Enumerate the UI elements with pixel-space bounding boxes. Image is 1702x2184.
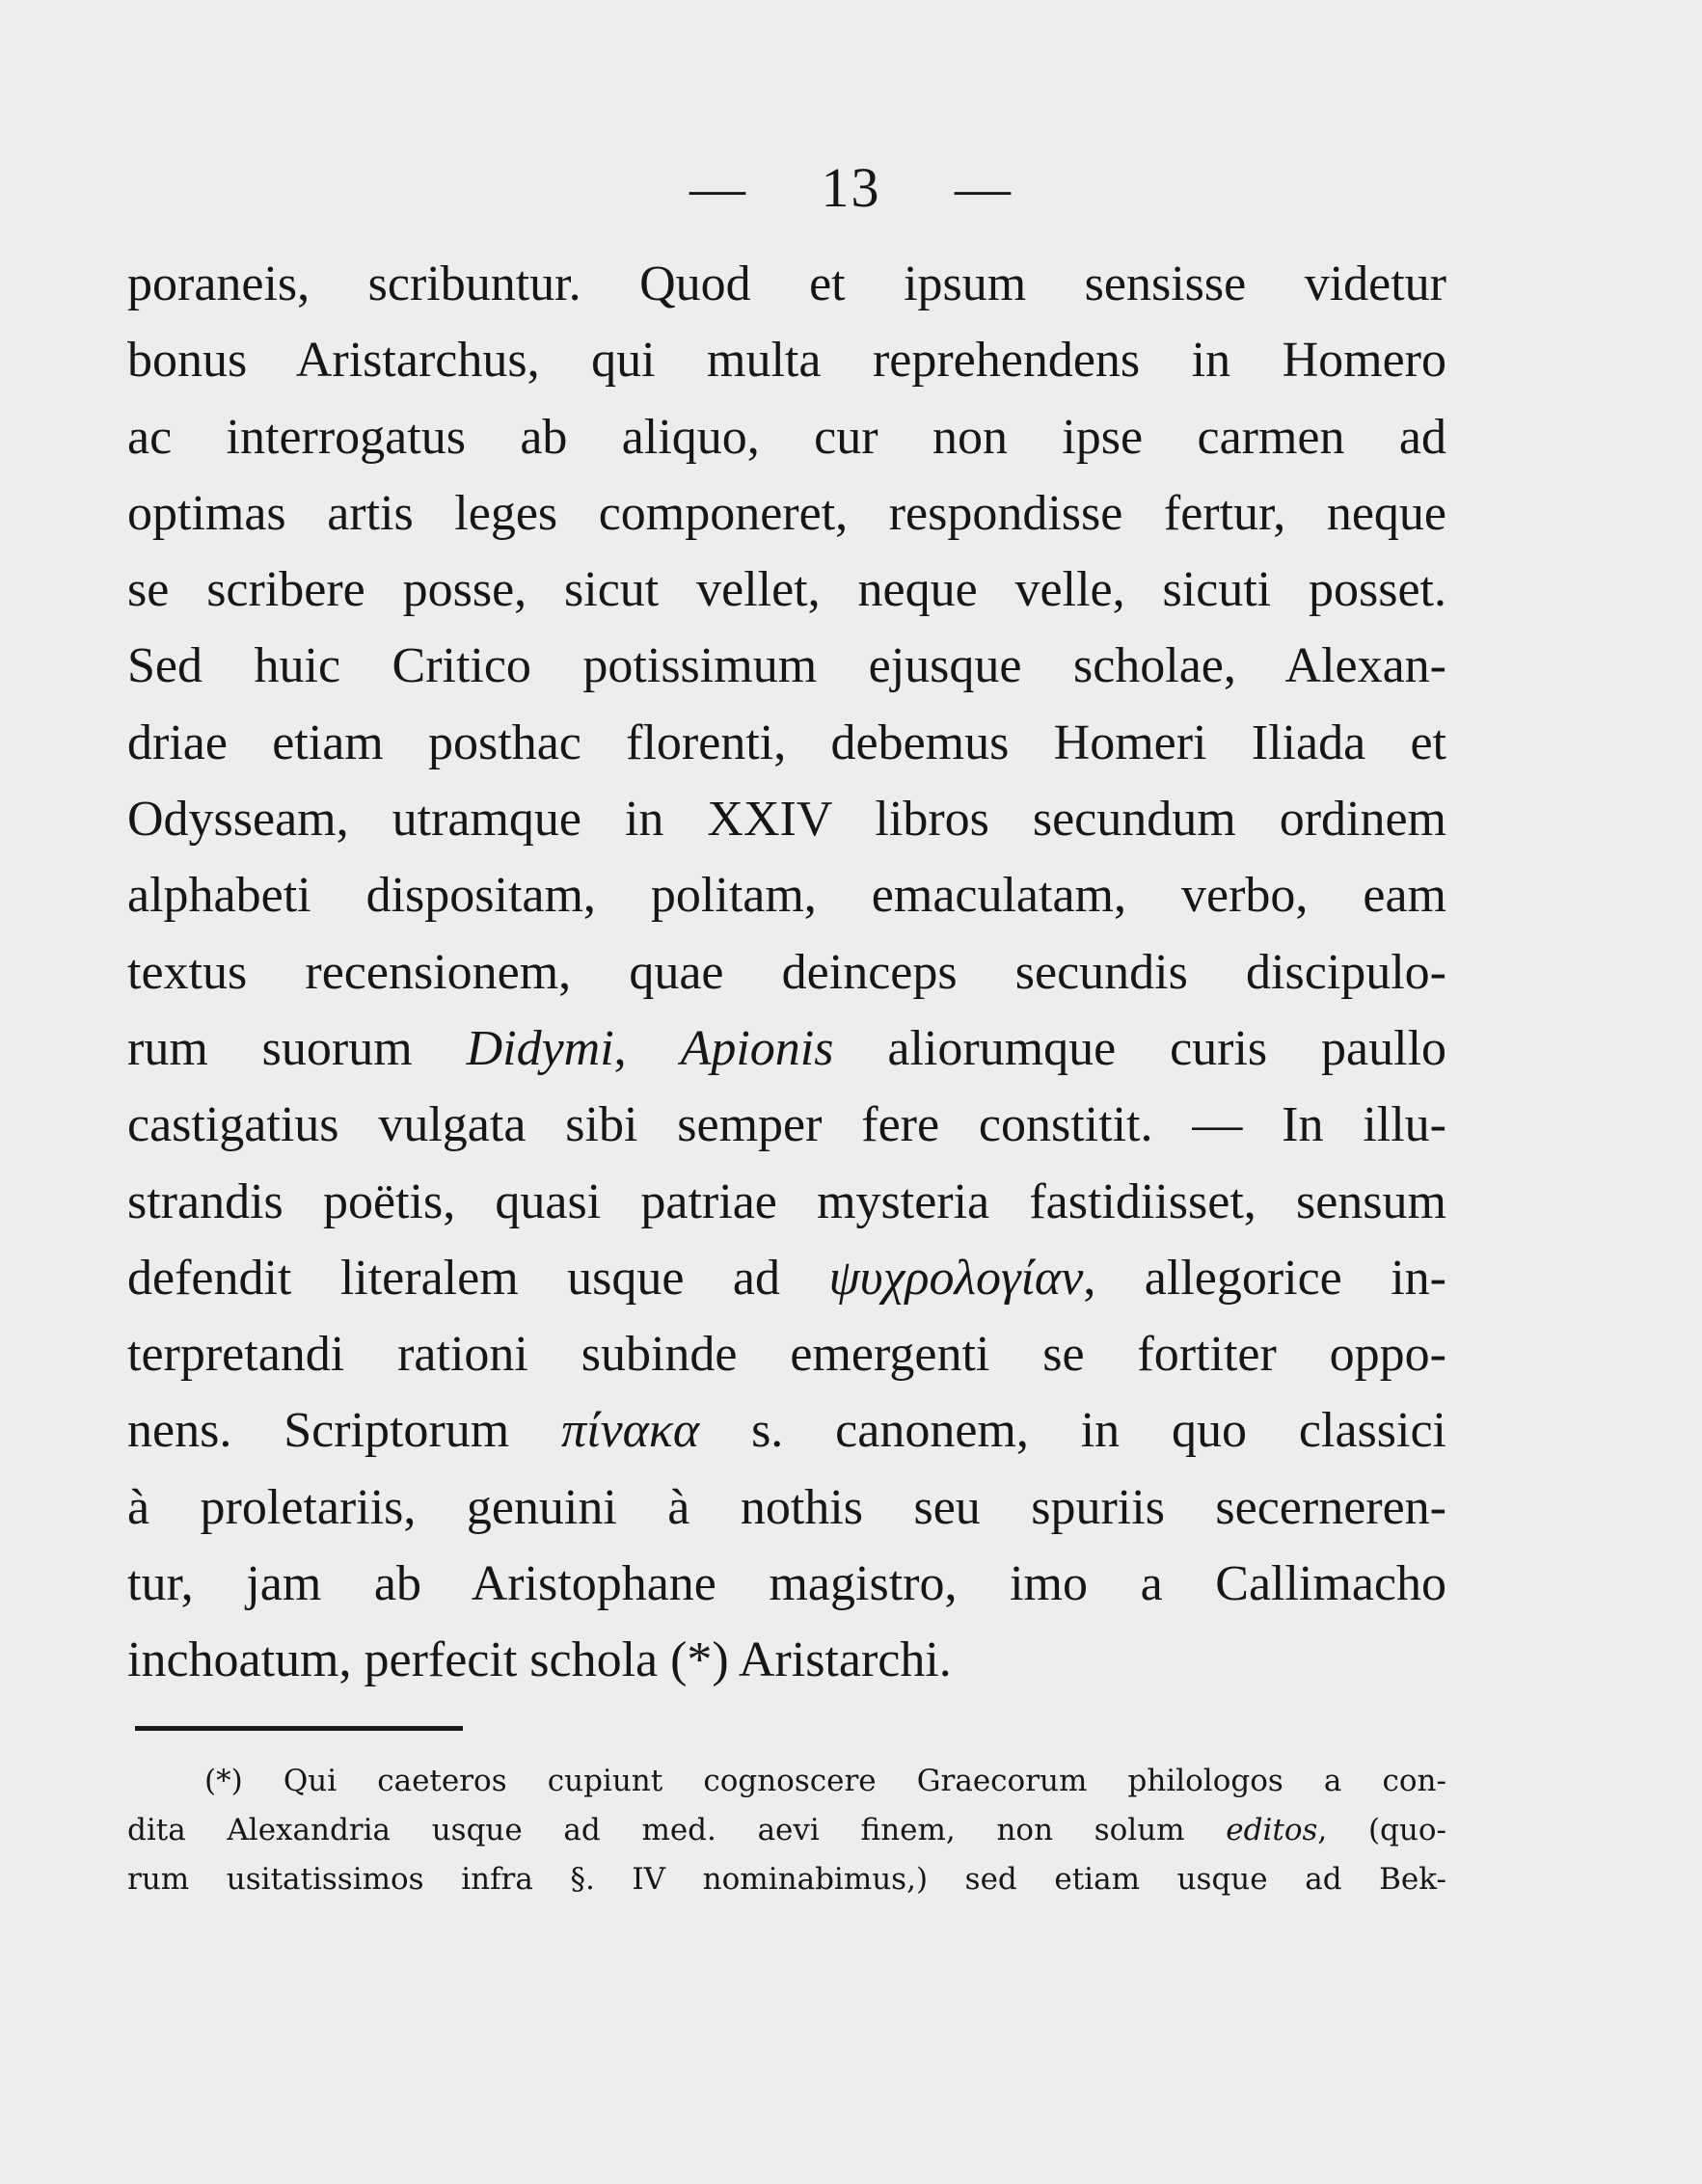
greek-word: ψυχρολογίαν [828,1250,1084,1306]
body-line: castigatius vulgata sibi semper fere constitit. — In illu- [127,1097,1446,1153]
body-line: nens. Scriptorum πίνακα s. canonem, in quo classici [127,1403,1446,1459]
body-line: inchoatum, perfecit schola (*) Aristarchi. [127,1632,952,1688]
body-text [127,246,1446,1699]
body-line: driae etiam posthac florenti, debemus Homeri Iliada et [127,715,1446,770]
body-line: alphabeti dispositam, politam, emaculatam, verbo, eam [127,868,1446,924]
page-header [0,154,1702,222]
body-line: bonus Aristarchus, qui multa reprehendens in Homero [127,333,1446,389]
body-line: strandis poëtis, quasi patriae mysteria fastidiisset, sensum [127,1173,1446,1229]
footnote-line: (*) Qui caeteros cupiunt cognoscere Graecorum philologos a con- [204,1764,1446,1798]
footnote-line: dita Alexandria usque ad med. aevi finem, non solum editos, (quo- [127,1813,1446,1847]
body-line: se scribere posse, sicut vellet, neque velle, sicuti posset. [127,562,1446,618]
body-line: poraneis, scribuntur. Quod et ipsum sensisse videtur [127,256,1446,311]
italic-name: Apionis [680,1020,834,1076]
body-line: defendit literalem usque ad ψυχρολογίαν, allegorice in- [127,1250,1447,1306]
greek-word: πίνακα [561,1403,700,1459]
body-line: à proletariis, genuini à nothis seu spuriis secerneren- [127,1479,1446,1535]
body-line: textus recensionem, quae deinceps secundis discipulo- [127,944,1446,1000]
page-number: 13 [821,156,881,219]
body-line: Odysseam, utramque in XXIV libros secundum ordinem [127,792,1446,848]
footnote-rule [135,1726,463,1731]
body-line: terpretandi rationi subinde emergenti se fortiter oppo- [127,1327,1446,1383]
body-line: rum suorum Didymi, Apionis aliorumque curis paullo [127,1020,1447,1076]
italic-word: editos [1226,1813,1318,1847]
header-dash-right: — [955,156,1013,219]
body-line: tur, jam ab Aristophane magistro, imo a Callimacho [127,1556,1446,1612]
header-dash-left: — [689,156,747,219]
body-line: ac interrogatus ab aliquo, cur non ipse carmen ad [127,409,1446,465]
body-line: Sed huic Critico potissimum ejusque scholae, Alexan- [127,638,1446,694]
body-line: optimas artis leges componeret, respondisse fertur, neque [127,485,1446,541]
footnote-line: rum usitatissimos infra §. IV nominabimus,) sed etiam usque ad Bek- [127,1862,1446,1897]
italic-name: Didymi [466,1020,614,1076]
footnote [127,1757,1446,1904]
